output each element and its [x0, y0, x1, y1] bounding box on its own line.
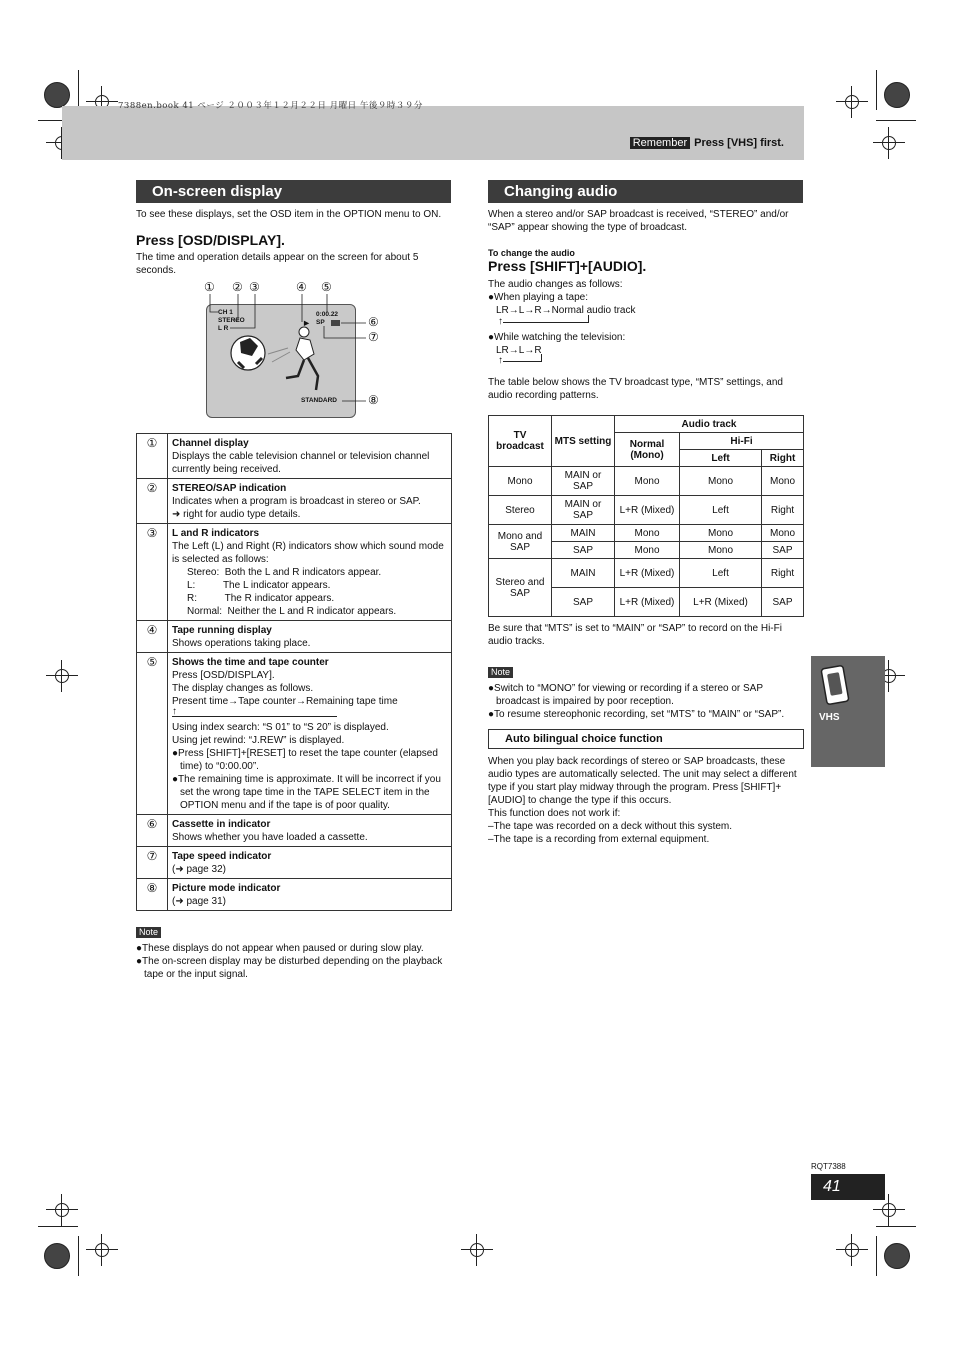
print-info-line: 7388en.book 41 ページ ２００３年１２月２２日 月曜日 午後９時３９分	[118, 101, 423, 111]
right-note-1: ●Switch to “MONO” for viewing or recording if a stereo or SAP broadcast is impaired by poor reception.	[488, 683, 763, 707]
registration-mark	[842, 92, 862, 112]
osd-item-line: ➜ right for audio type details.	[172, 509, 301, 520]
cell-tv-broadcast: Stereo and SAP	[489, 559, 552, 617]
crop-line	[876, 70, 877, 110]
osd-item-line: Stereo: Both the L and R indicators appear.	[187, 567, 382, 578]
osd-item-row	[137, 479, 452, 524]
osd-item-line: The display changes as follows.	[172, 683, 314, 694]
audio-track-table	[488, 415, 804, 617]
osd-play-indicator: ▶	[304, 320, 309, 327]
cell-left: L+R (Mixed)	[680, 588, 762, 617]
registration-mark	[842, 1240, 862, 1260]
th-audio-track: Audio track	[615, 416, 804, 433]
vhs-side-tab	[811, 656, 885, 767]
remember-note	[630, 137, 784, 149]
not-work-label: This function does not work if:	[488, 808, 621, 819]
audio-intro: When a stereo and/or SAP broadcast is received, “STEREO” and/or “SAP” appear showing the type of broadcast.	[488, 209, 789, 233]
cell-normal: Mono	[615, 525, 680, 542]
tape-loop-arrow: ↑	[498, 316, 503, 327]
osd-item-line: Indicates when a program is broadcast in stereo or SAP.	[172, 496, 421, 507]
left-note-1: ●These displays do not appear when paused or during slow play.	[136, 943, 424, 954]
press-osd-desc: The time and operation details appear on the screen for about 5 seconds.	[136, 252, 419, 276]
cell-tv-broadcast: Stereo	[489, 496, 552, 525]
tv-loop-arrow: ↑	[498, 355, 503, 366]
tape-loop-line	[503, 315, 589, 323]
osd-item-line: Shows whether you have loaded a cassette.	[172, 832, 368, 843]
tv-loop-line	[503, 354, 542, 362]
osd-item-title: Cassette in indicator	[172, 819, 271, 830]
osd-figure	[200, 280, 390, 420]
cell-mts: MAIN	[552, 525, 615, 542]
osd-item-line: Shows operations taking place.	[172, 638, 311, 649]
after-table-note: Be sure that “MTS” is set to “MAIN” or “SAP” to record on the Hi-Fi audio tracks.	[488, 623, 782, 647]
callout-6: ⑥	[368, 315, 379, 329]
tv-label: ●While watching the television:	[488, 332, 626, 343]
registration-mark	[467, 1240, 487, 1260]
left-note	[136, 922, 454, 981]
osd-item-content	[168, 815, 452, 847]
th-hifi: Hi-Fi	[680, 433, 804, 450]
osd-item-line: ●Press [SHIFT]+[RESET] to reset the tape counter (elapsed time) to “0:00.00”.	[172, 748, 441, 772]
cell-mts: SAP	[552, 588, 615, 617]
osd-item-line: ●The remaining time is approximate. It will be incorrect if you set the wrong tape time in the TAPE SELECT item in the OPTION menu and if the tape is of poor quality.	[172, 774, 444, 811]
osd-item-number: ④	[137, 621, 168, 653]
osd-ch: CH 1	[218, 309, 233, 316]
osd-item-content	[168, 653, 452, 815]
osd-item-line: Displays the cable television channel or television channel currently being received.	[172, 451, 433, 475]
osd-lr: L R	[218, 325, 229, 332]
osd-item-title: L and R indicators	[172, 528, 260, 539]
target-circle-mark	[44, 82, 70, 108]
osd-item-line: Using index search: “S 01” to “S 20” is displayed.	[172, 722, 389, 733]
cell-left: Left	[680, 496, 762, 525]
cell-tv-broadcast: Mono	[489, 467, 552, 496]
registration-mark	[879, 1200, 899, 1220]
not-work-item-1: –The tape was recorded on a deck without this system.	[488, 821, 733, 832]
osd-item-line: The Left (L) and Right (R) indicators show which sound mode is selected as follows:	[172, 541, 447, 565]
callout-8: ⑧	[368, 393, 379, 407]
osd-item-title: Picture mode indicator	[172, 883, 281, 894]
table-intro: The table below shows the TV broadcast type, “MTS” settings, and audio recording patterns.	[488, 377, 783, 401]
remember-tag: Remember	[630, 137, 690, 149]
osd-item-row	[137, 847, 452, 879]
callout-2: ②	[232, 280, 243, 294]
cell-normal: Mono	[615, 467, 680, 496]
target-circle-mark	[44, 1243, 70, 1269]
left-note-2: ●The on-screen display may be disturbed depending on the playback tape or the input signal.	[136, 956, 443, 980]
callout-4: ④	[296, 280, 307, 294]
cell-left: Mono	[680, 467, 762, 496]
th-left: Left	[680, 450, 762, 467]
th-mts-setting: MTS setting	[552, 416, 615, 467]
target-circle-mark	[884, 1243, 910, 1269]
cell-mts: MAIN	[552, 559, 615, 588]
osd-item-line: Normal: Neither the L and R indicator appears.	[187, 606, 397, 617]
th-right: Right	[762, 450, 804, 467]
registration-mark	[92, 1240, 112, 1260]
crop-line	[38, 1226, 78, 1227]
audio-table-row	[489, 525, 804, 542]
cell-tv-broadcast: Mono and SAP	[489, 525, 552, 559]
osd-item-number: ⑤	[137, 653, 168, 815]
right-note	[488, 662, 804, 721]
crop-line	[876, 1236, 877, 1276]
osd-item-title: Tape speed indicator	[172, 851, 272, 862]
registration-mark	[879, 133, 899, 153]
osd-item-content	[168, 524, 452, 621]
callout-5: ⑤	[321, 280, 332, 294]
crop-line	[876, 120, 916, 121]
osd-item-content	[168, 479, 452, 524]
page-number: 41	[811, 1174, 885, 1200]
cell-normal: L+R (Mixed)	[615, 496, 680, 525]
osd-intro: To see these displays, set the OSD item in the OPTION menu to ON.	[136, 209, 442, 220]
remember-text: Press [VHS] first.	[694, 137, 784, 149]
press-osd-heading: Press [OSD/DISPLAY].	[136, 232, 285, 248]
bilingual-title: Auto bilingual choice function	[488, 729, 804, 749]
osd-item-line: Present time→Tape counter→Remaining tape time	[172, 696, 398, 707]
osd-item-line: R: The R indicator appears.	[187, 593, 335, 604]
osd-items-table	[136, 433, 452, 911]
osd-item-content	[168, 434, 452, 479]
cell-left: Left	[680, 559, 762, 588]
osd-item-row	[137, 653, 452, 815]
cell-right: SAP	[762, 588, 804, 617]
osd-item-line: (➜ page 32)	[172, 864, 226, 875]
tape-label: ●When playing a tape:	[488, 292, 588, 303]
tv-sequence: LR→L→R	[496, 345, 542, 356]
to-change-label: To change the audio	[488, 248, 575, 258]
note-label: Note	[488, 667, 513, 678]
osd-item-content	[168, 621, 452, 653]
osd-item-row	[137, 621, 452, 653]
osd-item-row	[137, 524, 452, 621]
header-band	[62, 106, 804, 160]
osd-item-number: ⑥	[137, 815, 168, 847]
osd-item-number: ①	[137, 434, 168, 479]
osd-item-title: Channel display	[172, 438, 249, 449]
osd-item-line: Press [OSD/DISPLAY].	[172, 670, 275, 681]
osd-item-line: L: The L indicator appears.	[187, 580, 331, 591]
th-normal-mono: Normal (Mono)	[615, 433, 680, 467]
cell-right: Right	[762, 496, 804, 525]
audio-table-row	[489, 559, 804, 588]
osd-stereo: STEREO	[218, 317, 245, 324]
cell-normal: L+R (Mixed)	[615, 588, 680, 617]
cell-right: Right	[762, 559, 804, 588]
osd-item-line: (➜ page 31)	[172, 896, 226, 907]
osd-item-number: ⑧	[137, 879, 168, 911]
osd-item-content	[168, 847, 452, 879]
cell-right: SAP	[762, 542, 804, 559]
osd-item-line: ↑	[172, 708, 337, 717]
audio-table-row	[489, 467, 804, 496]
cell-mts: MAIN or SAP	[552, 467, 615, 496]
section-title-changing-audio: Changing audio	[488, 180, 803, 203]
cell-mts: SAP	[552, 542, 615, 559]
osd-item-row	[137, 434, 452, 479]
osd-time: 0:00.22	[316, 311, 339, 318]
cell-left: Mono	[680, 525, 762, 542]
cell-right: Mono	[762, 467, 804, 496]
osd-item-row	[137, 815, 452, 847]
callout-7: ⑦	[368, 330, 379, 344]
cell-normal: L+R (Mixed)	[615, 559, 680, 588]
model-number: RQT7388	[811, 1162, 846, 1171]
osd-item-content	[168, 879, 452, 911]
osd-item-title: Shows the time and tape counter	[172, 657, 329, 668]
callout-leader-lines	[200, 280, 390, 420]
registration-mark	[52, 1200, 72, 1220]
section-title-on-screen-display: On-screen display	[136, 180, 451, 203]
osd-item-number: ②	[137, 479, 168, 524]
crop-line	[876, 1226, 916, 1227]
osd-item-number: ③	[137, 524, 168, 621]
osd-item-row	[137, 879, 452, 911]
registration-mark	[52, 666, 72, 686]
audio-table-row	[489, 496, 804, 525]
osd-item-title: STEREO/SAP indication	[172, 483, 287, 494]
vhs-cassette-icon	[818, 663, 852, 707]
note-label: Note	[136, 927, 161, 938]
osd-item-line: Using jet rewind: “J.REW” is displayed.	[172, 735, 345, 746]
cell-mts: MAIN or SAP	[552, 496, 615, 525]
cell-left: Mono	[680, 542, 762, 559]
callout-1: ①	[204, 280, 215, 294]
osd-standard: STANDARD	[301, 397, 337, 404]
osd-sp: SP	[316, 319, 325, 326]
bilingual-text: When you play back recordings of stereo or SAP broadcasts, these audio types are automatically selected. The unit may select a different type if you start play midway through the program. Press [SHIFT]+[AUDIO] to change the type if this occurs.	[488, 756, 797, 806]
callout-3: ③	[249, 280, 260, 294]
crop-line	[78, 70, 79, 110]
vhs-label: VHS	[819, 712, 840, 723]
not-work-item-2: –The tape is a recording from external equipment.	[488, 834, 710, 845]
target-circle-mark	[884, 82, 910, 108]
cell-right: Mono	[762, 525, 804, 542]
cell-normal: Mono	[615, 542, 680, 559]
osd-item-number: ⑦	[137, 847, 168, 879]
crop-line	[78, 1236, 79, 1276]
right-note-2: ●To resume stereophonic recording, set “MTS” to “MAIN” or “SAP”.	[488, 709, 785, 720]
osd-item-title: Tape running display	[172, 625, 272, 636]
th-tv-broadcast: TV broadcast	[489, 416, 552, 467]
tape-sequence: LR→L→R→Normal audio track	[496, 305, 636, 316]
audio-changes: The audio changes as follows:	[488, 279, 623, 290]
press-audio-heading: Press [SHIFT]+[AUDIO].	[488, 258, 647, 274]
